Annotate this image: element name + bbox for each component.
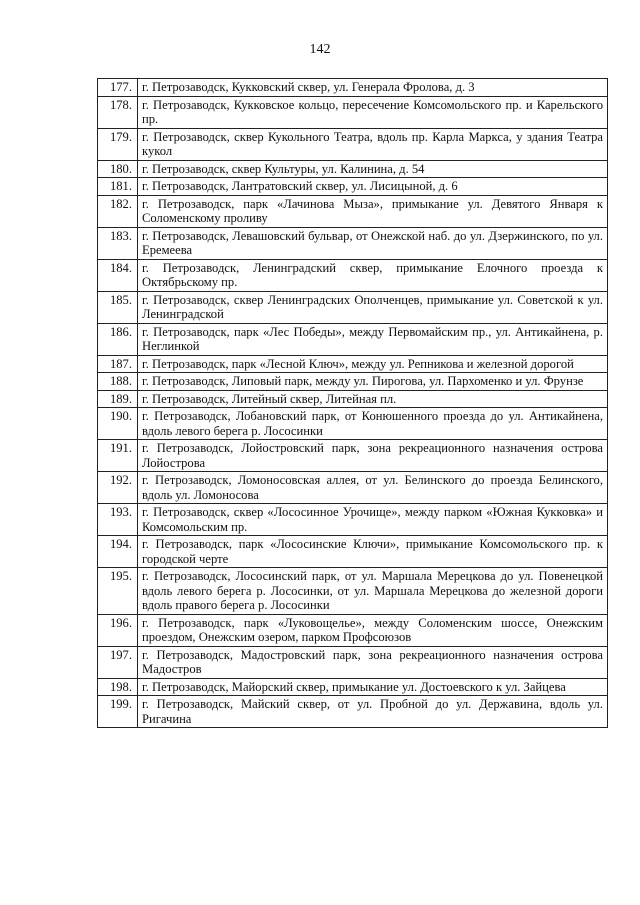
table-row xyxy=(98,96,608,128)
row-text: г. Петрозаводск, Лантратовский сквер, ул. Лисицыной, д. 6 xyxy=(138,178,608,196)
table-row xyxy=(98,614,608,646)
row-number: 182. xyxy=(98,195,138,227)
row-text: г. Петрозаводск, Мадостровский парк, зона рекреационного назначения острова Мадостров xyxy=(138,646,608,678)
row-text: г. Петрозаводск, Левашовский бульвар, от Онежской наб. до ул. Дзержинского, по ул. Еремеева xyxy=(138,227,608,259)
row-number: 198. xyxy=(98,678,138,696)
row-text: г. Петрозаводск, Лососинский парк, от ул. Маршала Мерецкова до ул. Повенецкой вдоль левого берега р. Лососинки, от ул. Маршала Мерецкова до железной дороги вдоль правого берега р. Лососинки xyxy=(138,568,608,615)
row-text: г. Петрозаводск, Майорский сквер, примыкание ул. Достоевского к ул. Зайцева xyxy=(138,678,608,696)
row-text: г. Петрозаводск, Лобановский парк, от Конюшенного проезда до ул. Антикайнена, вдоль левого берега р. Лососинки xyxy=(138,408,608,440)
row-text: г. Петрозаводск, Кукковский сквер, ул. Генерала Фролова, д. 3 xyxy=(138,79,608,97)
table-row xyxy=(98,440,608,472)
table-row xyxy=(98,259,608,291)
row-text: г. Петрозаводск, сквер «Лососинное Урочище», между парком «Южная Кукковка» и Комсомольским пр. xyxy=(138,504,608,536)
row-number: 190. xyxy=(98,408,138,440)
row-number: 184. xyxy=(98,259,138,291)
table-row xyxy=(98,536,608,568)
row-text: г. Петрозаводск, Ломоносовская аллея, от ул. Белинского до проезда Белинского, вдоль ул. Ломоносова xyxy=(138,472,608,504)
row-text: г. Петрозаводск, Майский сквер, от ул. Пробной до ул. Державина, вдоль ул. Ригачина xyxy=(138,696,608,728)
row-text: г. Петрозаводск, парк «Луковощелье», между Соломенским шоссе, Онежским проездом, Онежским озером, парком Профсоюзов xyxy=(138,614,608,646)
row-text: г. Петрозаводск, парк «Лачинова Мыза», примыкание ул. Девятого Января к Соломенскому проливу xyxy=(138,195,608,227)
table-row xyxy=(98,227,608,259)
row-number: 193. xyxy=(98,504,138,536)
row-number: 192. xyxy=(98,472,138,504)
row-text: г. Петрозаводск, парк «Лесной Ключ», между ул. Репникова и железной дорогой xyxy=(138,355,608,373)
row-text: г. Петрозаводск, парк «Лес Победы», между Первомайским пр., ул. Антикайнена, р. Неглинкой xyxy=(138,323,608,355)
row-number: 180. xyxy=(98,160,138,178)
table-row xyxy=(98,195,608,227)
row-number: 191. xyxy=(98,440,138,472)
row-text: г. Петрозаводск, сквер Ленинградских Ополченцев, примыкание ул. Советской к ул. Ленинградской xyxy=(138,291,608,323)
table-row xyxy=(98,678,608,696)
row-number: 177. xyxy=(98,79,138,97)
row-number: 185. xyxy=(98,291,138,323)
row-text: г. Петрозаводск, Литейный сквер, Литейная пл. xyxy=(138,390,608,408)
row-number: 189. xyxy=(98,390,138,408)
table-row xyxy=(98,504,608,536)
table-row xyxy=(98,291,608,323)
table-row xyxy=(98,390,608,408)
row-number: 178. xyxy=(98,96,138,128)
table-row xyxy=(98,373,608,391)
row-text: г. Петрозаводск, Лойостровский парк, зона рекреационного назначения острова Лойострова xyxy=(138,440,608,472)
table-row xyxy=(98,79,608,97)
parks-table-body xyxy=(98,79,608,728)
table-row xyxy=(98,178,608,196)
row-number: 183. xyxy=(98,227,138,259)
row-text: г. Петрозаводск, Ленинградский сквер, примыкание Елочного проезда к Октябрьскому пр. xyxy=(138,259,608,291)
row-number: 188. xyxy=(98,373,138,391)
row-number: 186. xyxy=(98,323,138,355)
row-number: 187. xyxy=(98,355,138,373)
table-row xyxy=(98,568,608,615)
row-number: 196. xyxy=(98,614,138,646)
table-row xyxy=(98,408,608,440)
table-row xyxy=(98,472,608,504)
page-number: 142 xyxy=(309,42,331,57)
row-number: 197. xyxy=(98,646,138,678)
row-number: 179. xyxy=(98,128,138,160)
table-row xyxy=(98,160,608,178)
row-text: г. Петрозаводск, Кукковское кольцо, пересечение Комсомольского пр. и Карельского пр. xyxy=(138,96,608,128)
row-number: 195. xyxy=(98,568,138,615)
row-text: г. Петрозаводск, сквер Кукольного Театра, вдоль пр. Карла Маркса, у здания Театра кукол xyxy=(138,128,608,160)
table-row xyxy=(98,323,608,355)
table-row xyxy=(98,128,608,160)
row-number: 199. xyxy=(98,696,138,728)
row-number: 194. xyxy=(98,536,138,568)
row-text: г. Петрозаводск, сквер Культуры, ул. Калинина, д. 54 xyxy=(138,160,608,178)
row-text: г. Петрозаводск, Липовый парк, между ул. Пирогова, ул. Пархоменко и ул. Фрунзе xyxy=(138,373,608,391)
table-row xyxy=(98,355,608,373)
table-row xyxy=(98,696,608,728)
row-number: 181. xyxy=(98,178,138,196)
parks-table xyxy=(97,78,608,728)
row-text: г. Петрозаводск, парк «Лососинские Ключи», примыкание Комсомольского пр. к городской черте xyxy=(138,536,608,568)
table-row xyxy=(98,646,608,678)
